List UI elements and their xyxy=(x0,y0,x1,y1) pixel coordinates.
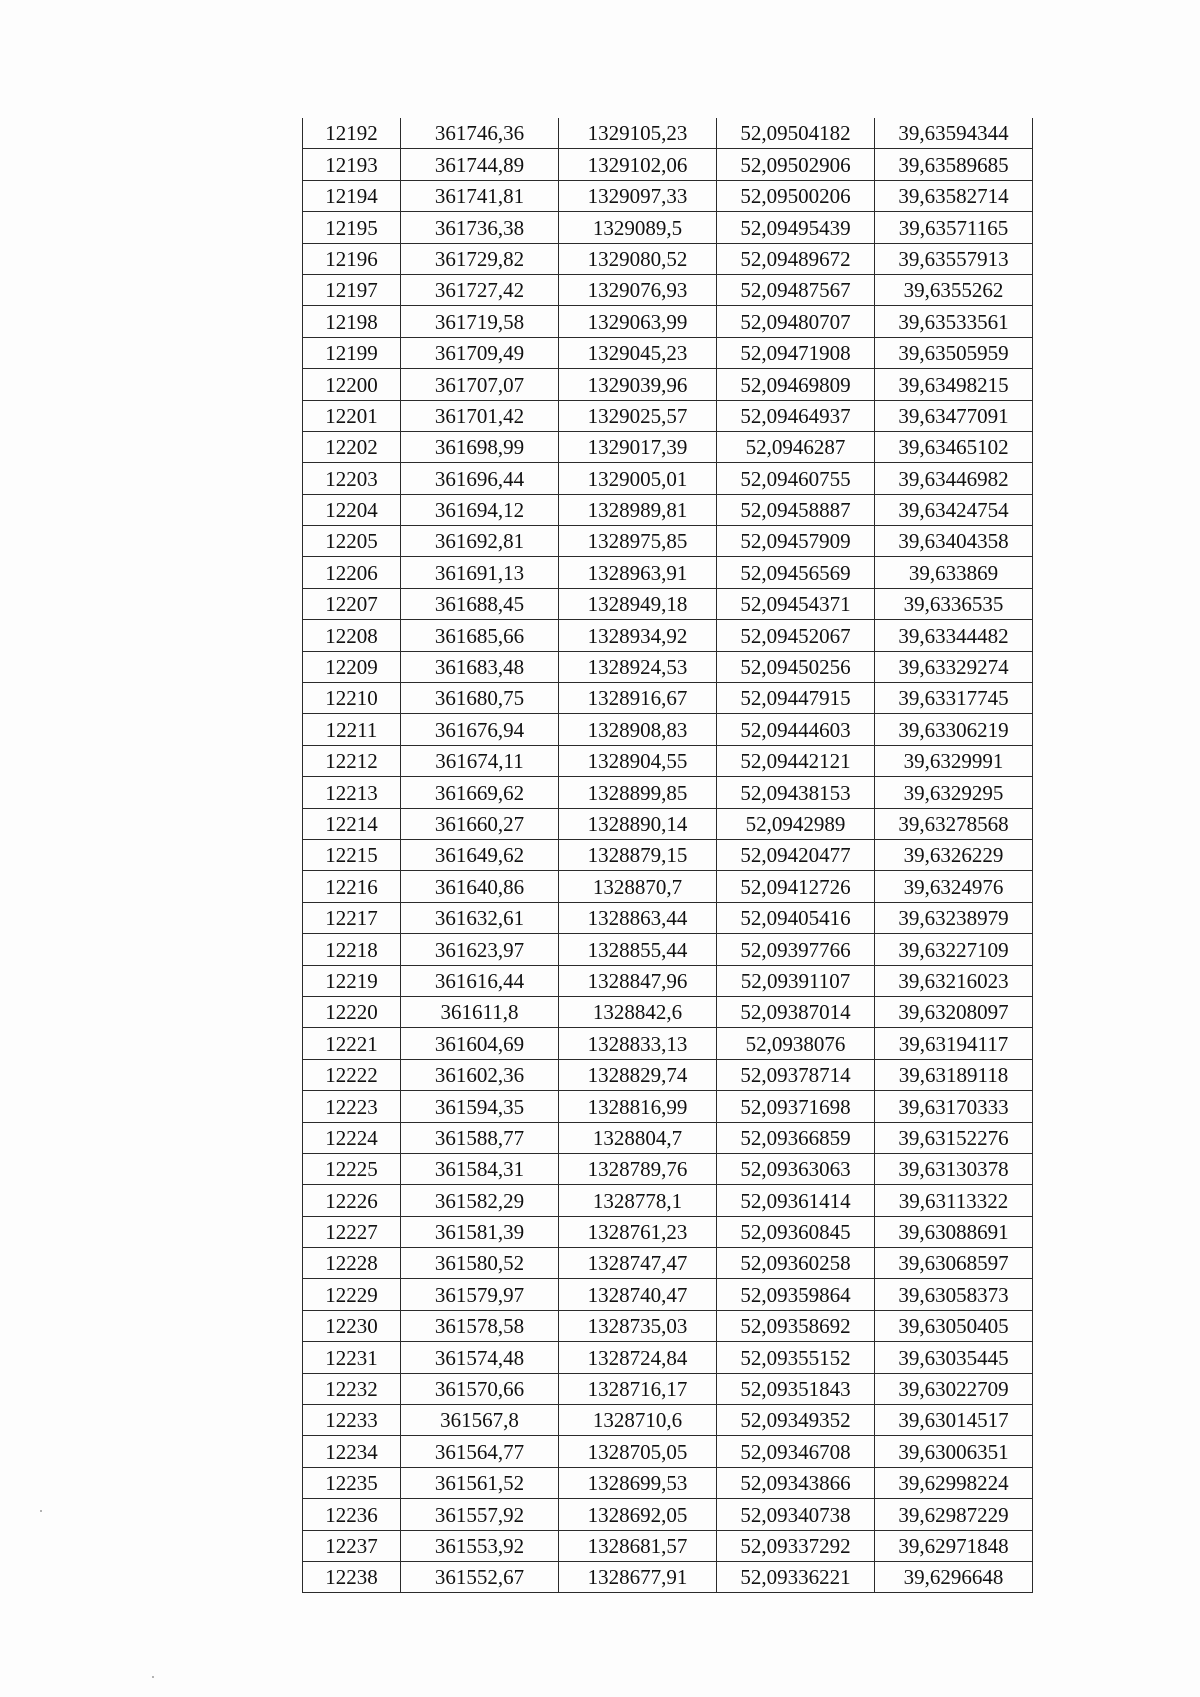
latitude-cell: 52,09447915 xyxy=(717,683,875,714)
longitude-cell: 39,63113322 xyxy=(875,1185,1033,1216)
latitude-cell: 52,0942989 xyxy=(717,808,875,839)
point-number-cell: 12221 xyxy=(303,1028,401,1059)
table-row xyxy=(303,1342,1033,1373)
y-coordinate-cell: 1329089,5 xyxy=(559,212,717,243)
y-coordinate-cell: 1329097,33 xyxy=(559,180,717,211)
longitude-cell: 39,6329295 xyxy=(875,777,1033,808)
table-row xyxy=(303,149,1033,180)
latitude-cell: 52,09460755 xyxy=(717,463,875,494)
x-coordinate-cell: 361680,75 xyxy=(401,683,559,714)
longitude-cell: 39,63216023 xyxy=(875,965,1033,996)
y-coordinate-cell: 1328949,18 xyxy=(559,588,717,619)
y-coordinate-cell: 1329005,01 xyxy=(559,463,717,494)
longitude-cell: 39,63446982 xyxy=(875,463,1033,494)
latitude-cell: 52,0938076 xyxy=(717,1028,875,1059)
longitude-cell: 39,63571165 xyxy=(875,212,1033,243)
table-row xyxy=(303,463,1033,494)
x-coordinate-cell: 361578,58 xyxy=(401,1310,559,1341)
x-coordinate-cell: 361692,81 xyxy=(401,526,559,557)
y-coordinate-cell: 1329063,99 xyxy=(559,306,717,337)
y-coordinate-cell: 1329080,52 xyxy=(559,243,717,274)
y-coordinate-cell: 1328724,84 xyxy=(559,1342,717,1373)
x-coordinate-cell: 361561,52 xyxy=(401,1467,559,1498)
y-coordinate-cell: 1328735,03 xyxy=(559,1310,717,1341)
x-coordinate-cell: 361709,49 xyxy=(401,337,559,368)
y-coordinate-cell: 1328899,85 xyxy=(559,777,717,808)
latitude-cell: 52,09387014 xyxy=(717,996,875,1027)
x-coordinate-cell: 361741,81 xyxy=(401,180,559,211)
point-number-cell: 12195 xyxy=(303,212,401,243)
table-row xyxy=(303,745,1033,776)
latitude-cell: 52,09457909 xyxy=(717,526,875,557)
x-coordinate-cell: 361669,62 xyxy=(401,777,559,808)
table-row xyxy=(303,996,1033,1027)
x-coordinate-cell: 361676,94 xyxy=(401,714,559,745)
point-number-cell: 12217 xyxy=(303,902,401,933)
scan-speck xyxy=(40,1510,42,1512)
y-coordinate-cell: 1329105,23 xyxy=(559,118,717,149)
y-coordinate-cell: 1328842,6 xyxy=(559,996,717,1027)
y-coordinate-cell: 1328833,13 xyxy=(559,1028,717,1059)
table-row xyxy=(303,526,1033,557)
point-number-cell: 12202 xyxy=(303,431,401,462)
latitude-cell: 52,09340738 xyxy=(717,1499,875,1530)
table-row xyxy=(303,902,1033,933)
latitude-cell: 52,09500206 xyxy=(717,180,875,211)
point-number-cell: 12233 xyxy=(303,1405,401,1436)
longitude-cell: 39,6355262 xyxy=(875,274,1033,305)
x-coordinate-cell: 361616,44 xyxy=(401,965,559,996)
longitude-cell: 39,633869 xyxy=(875,557,1033,588)
y-coordinate-cell: 1328716,17 xyxy=(559,1373,717,1404)
y-coordinate-cell: 1328924,53 xyxy=(559,651,717,682)
coordinates-table xyxy=(302,118,1033,1593)
table-row xyxy=(303,1279,1033,1310)
point-number-cell: 12203 xyxy=(303,463,401,494)
longitude-cell: 39,63189118 xyxy=(875,1059,1033,1090)
point-number-cell: 12227 xyxy=(303,1216,401,1247)
x-coordinate-cell: 361567,8 xyxy=(401,1405,559,1436)
x-coordinate-cell: 361557,92 xyxy=(401,1499,559,1530)
latitude-cell: 52,09442121 xyxy=(717,745,875,776)
table-row xyxy=(303,1059,1033,1090)
point-number-cell: 12199 xyxy=(303,337,401,368)
longitude-cell: 39,63006351 xyxy=(875,1436,1033,1467)
y-coordinate-cell: 1328681,57 xyxy=(559,1530,717,1561)
x-coordinate-cell: 361719,58 xyxy=(401,306,559,337)
point-number-cell: 12238 xyxy=(303,1561,401,1592)
x-coordinate-cell: 361683,48 xyxy=(401,651,559,682)
latitude-cell: 52,09351843 xyxy=(717,1373,875,1404)
x-coordinate-cell: 361594,35 xyxy=(401,1091,559,1122)
longitude-cell: 39,63557913 xyxy=(875,243,1033,274)
point-number-cell: 12205 xyxy=(303,526,401,557)
point-number-cell: 12235 xyxy=(303,1467,401,1498)
latitude-cell: 52,09412726 xyxy=(717,871,875,902)
latitude-cell: 52,09438153 xyxy=(717,777,875,808)
longitude-cell: 39,63152276 xyxy=(875,1122,1033,1153)
latitude-cell: 52,09469809 xyxy=(717,369,875,400)
longitude-cell: 39,63329274 xyxy=(875,651,1033,682)
latitude-cell: 52,09391107 xyxy=(717,965,875,996)
longitude-cell: 39,6324976 xyxy=(875,871,1033,902)
table-row xyxy=(303,871,1033,902)
longitude-cell: 39,62971848 xyxy=(875,1530,1033,1561)
table-row xyxy=(303,494,1033,525)
longitude-cell: 39,63404358 xyxy=(875,526,1033,557)
table-row xyxy=(303,212,1033,243)
table-row xyxy=(303,431,1033,462)
longitude-cell: 39,63238979 xyxy=(875,902,1033,933)
point-number-cell: 12223 xyxy=(303,1091,401,1122)
y-coordinate-cell: 1328963,91 xyxy=(559,557,717,588)
y-coordinate-cell: 1328908,83 xyxy=(559,714,717,745)
point-number-cell: 12225 xyxy=(303,1153,401,1184)
y-coordinate-cell: 1328710,6 xyxy=(559,1405,717,1436)
point-number-cell: 12236 xyxy=(303,1499,401,1530)
latitude-cell: 52,09337292 xyxy=(717,1530,875,1561)
point-number-cell: 12192 xyxy=(303,118,401,149)
point-number-cell: 12224 xyxy=(303,1122,401,1153)
longitude-cell: 39,63170333 xyxy=(875,1091,1033,1122)
longitude-cell: 39,63014517 xyxy=(875,1405,1033,1436)
table-row xyxy=(303,683,1033,714)
x-coordinate-cell: 361552,67 xyxy=(401,1561,559,1592)
x-coordinate-cell: 361581,39 xyxy=(401,1216,559,1247)
longitude-cell: 39,63465102 xyxy=(875,431,1033,462)
longitude-cell: 39,63130378 xyxy=(875,1153,1033,1184)
latitude-cell: 52,09454371 xyxy=(717,588,875,619)
y-coordinate-cell: 1328829,74 xyxy=(559,1059,717,1090)
x-coordinate-cell: 361727,42 xyxy=(401,274,559,305)
y-coordinate-cell: 1328705,05 xyxy=(559,1436,717,1467)
point-number-cell: 12213 xyxy=(303,777,401,808)
latitude-cell: 52,09355152 xyxy=(717,1342,875,1373)
point-number-cell: 12206 xyxy=(303,557,401,588)
y-coordinate-cell: 1329076,93 xyxy=(559,274,717,305)
table-row xyxy=(303,274,1033,305)
table-row xyxy=(303,1436,1033,1467)
x-coordinate-cell: 361564,77 xyxy=(401,1436,559,1467)
longitude-cell: 39,63306219 xyxy=(875,714,1033,745)
x-coordinate-cell: 361640,86 xyxy=(401,871,559,902)
table-row xyxy=(303,1216,1033,1247)
point-number-cell: 12215 xyxy=(303,839,401,870)
y-coordinate-cell: 1329102,06 xyxy=(559,149,717,180)
longitude-cell: 39,63498215 xyxy=(875,369,1033,400)
x-coordinate-cell: 361744,89 xyxy=(401,149,559,180)
x-coordinate-cell: 361579,97 xyxy=(401,1279,559,1310)
longitude-cell: 39,63505959 xyxy=(875,337,1033,368)
point-number-cell: 12234 xyxy=(303,1436,401,1467)
y-coordinate-cell: 1328789,76 xyxy=(559,1153,717,1184)
latitude-cell: 52,09444603 xyxy=(717,714,875,745)
table-row xyxy=(303,1153,1033,1184)
x-coordinate-cell: 361736,38 xyxy=(401,212,559,243)
point-number-cell: 12200 xyxy=(303,369,401,400)
y-coordinate-cell: 1328847,96 xyxy=(559,965,717,996)
y-coordinate-cell: 1329039,96 xyxy=(559,369,717,400)
x-coordinate-cell: 361660,27 xyxy=(401,808,559,839)
y-coordinate-cell: 1328804,7 xyxy=(559,1122,717,1153)
point-number-cell: 12211 xyxy=(303,714,401,745)
table-row xyxy=(303,934,1033,965)
longitude-cell: 39,63058373 xyxy=(875,1279,1033,1310)
y-coordinate-cell: 1328934,92 xyxy=(559,620,717,651)
table-row xyxy=(303,1091,1033,1122)
y-coordinate-cell: 1328740,47 xyxy=(559,1279,717,1310)
x-coordinate-cell: 361580,52 xyxy=(401,1248,559,1279)
latitude-cell: 52,09397766 xyxy=(717,934,875,965)
table-row xyxy=(303,808,1033,839)
longitude-cell: 39,6326229 xyxy=(875,839,1033,870)
y-coordinate-cell: 1329025,57 xyxy=(559,400,717,431)
latitude-cell: 52,09464937 xyxy=(717,400,875,431)
x-coordinate-cell: 361582,29 xyxy=(401,1185,559,1216)
latitude-cell: 52,09458887 xyxy=(717,494,875,525)
point-number-cell: 12193 xyxy=(303,149,401,180)
x-coordinate-cell: 361696,44 xyxy=(401,463,559,494)
x-coordinate-cell: 361649,62 xyxy=(401,839,559,870)
table-row xyxy=(303,1405,1033,1436)
point-number-cell: 12197 xyxy=(303,274,401,305)
table-row xyxy=(303,839,1033,870)
longitude-cell: 39,63582714 xyxy=(875,180,1033,211)
point-number-cell: 12207 xyxy=(303,588,401,619)
latitude-cell: 52,09343866 xyxy=(717,1467,875,1498)
table-row xyxy=(303,1467,1033,1498)
table-row xyxy=(303,620,1033,651)
table-row xyxy=(303,1561,1033,1592)
point-number-cell: 12218 xyxy=(303,934,401,965)
y-coordinate-cell: 1328890,14 xyxy=(559,808,717,839)
y-coordinate-cell: 1328692,05 xyxy=(559,1499,717,1530)
longitude-cell: 39,6336535 xyxy=(875,588,1033,619)
table-row xyxy=(303,243,1033,274)
latitude-cell: 52,09363063 xyxy=(717,1153,875,1184)
longitude-cell: 39,63594344 xyxy=(875,118,1033,149)
y-coordinate-cell: 1328855,44 xyxy=(559,934,717,965)
table-row xyxy=(303,180,1033,211)
table-row xyxy=(303,337,1033,368)
x-coordinate-cell: 361588,77 xyxy=(401,1122,559,1153)
y-coordinate-cell: 1328778,1 xyxy=(559,1185,717,1216)
x-coordinate-cell: 361604,69 xyxy=(401,1028,559,1059)
point-number-cell: 12194 xyxy=(303,180,401,211)
x-coordinate-cell: 361698,99 xyxy=(401,431,559,462)
latitude-cell: 52,09502906 xyxy=(717,149,875,180)
y-coordinate-cell: 1328816,99 xyxy=(559,1091,717,1122)
y-coordinate-cell: 1328699,53 xyxy=(559,1467,717,1498)
latitude-cell: 52,09358692 xyxy=(717,1310,875,1341)
table-row xyxy=(303,1310,1033,1341)
point-number-cell: 12219 xyxy=(303,965,401,996)
latitude-cell: 52,09336221 xyxy=(717,1561,875,1592)
point-number-cell: 12214 xyxy=(303,808,401,839)
point-number-cell: 12231 xyxy=(303,1342,401,1373)
point-number-cell: 12216 xyxy=(303,871,401,902)
point-number-cell: 12232 xyxy=(303,1373,401,1404)
point-number-cell: 12201 xyxy=(303,400,401,431)
latitude-cell: 52,09371698 xyxy=(717,1091,875,1122)
latitude-cell: 52,09359864 xyxy=(717,1279,875,1310)
point-number-cell: 12208 xyxy=(303,620,401,651)
table-row xyxy=(303,118,1033,149)
table-row xyxy=(303,1248,1033,1279)
scan-speck xyxy=(152,1676,154,1678)
x-coordinate-cell: 361623,97 xyxy=(401,934,559,965)
x-coordinate-cell: 361574,48 xyxy=(401,1342,559,1373)
point-number-cell: 12212 xyxy=(303,745,401,776)
x-coordinate-cell: 361611,8 xyxy=(401,996,559,1027)
point-number-cell: 12204 xyxy=(303,494,401,525)
longitude-cell: 39,63022709 xyxy=(875,1373,1033,1404)
y-coordinate-cell: 1328677,91 xyxy=(559,1561,717,1592)
y-coordinate-cell: 1329045,23 xyxy=(559,337,717,368)
table-row xyxy=(303,306,1033,337)
x-coordinate-cell: 361688,45 xyxy=(401,588,559,619)
point-number-cell: 12220 xyxy=(303,996,401,1027)
y-coordinate-cell: 1328975,85 xyxy=(559,526,717,557)
x-coordinate-cell: 361685,66 xyxy=(401,620,559,651)
y-coordinate-cell: 1328916,67 xyxy=(559,683,717,714)
longitude-cell: 39,63035445 xyxy=(875,1342,1033,1373)
y-coordinate-cell: 1328904,55 xyxy=(559,745,717,776)
x-coordinate-cell: 361691,13 xyxy=(401,557,559,588)
latitude-cell: 52,09450256 xyxy=(717,651,875,682)
latitude-cell: 52,09420477 xyxy=(717,839,875,870)
table-row xyxy=(303,651,1033,682)
table-row xyxy=(303,369,1033,400)
longitude-cell: 39,62987229 xyxy=(875,1499,1033,1530)
longitude-cell: 39,63477091 xyxy=(875,400,1033,431)
latitude-cell: 52,09504182 xyxy=(717,118,875,149)
longitude-cell: 39,63050405 xyxy=(875,1310,1033,1341)
latitude-cell: 52,09480707 xyxy=(717,306,875,337)
latitude-cell: 52,09456569 xyxy=(717,557,875,588)
y-coordinate-cell: 1328879,15 xyxy=(559,839,717,870)
longitude-cell: 39,63533561 xyxy=(875,306,1033,337)
point-number-cell: 12209 xyxy=(303,651,401,682)
latitude-cell: 52,0946287 xyxy=(717,431,875,462)
longitude-cell: 39,63278568 xyxy=(875,808,1033,839)
x-coordinate-cell: 361729,82 xyxy=(401,243,559,274)
latitude-cell: 52,09405416 xyxy=(717,902,875,933)
latitude-cell: 52,09361414 xyxy=(717,1185,875,1216)
table-row xyxy=(303,714,1033,745)
latitude-cell: 52,09346708 xyxy=(717,1436,875,1467)
longitude-cell: 39,63424754 xyxy=(875,494,1033,525)
point-number-cell: 12228 xyxy=(303,1248,401,1279)
latitude-cell: 52,09360845 xyxy=(717,1216,875,1247)
point-number-cell: 12230 xyxy=(303,1310,401,1341)
latitude-cell: 52,09452067 xyxy=(717,620,875,651)
longitude-cell: 39,63068597 xyxy=(875,1248,1033,1279)
latitude-cell: 52,09489672 xyxy=(717,243,875,274)
longitude-cell: 39,6296648 xyxy=(875,1561,1033,1592)
table-row xyxy=(303,1028,1033,1059)
y-coordinate-cell: 1328989,81 xyxy=(559,494,717,525)
latitude-cell: 52,09471908 xyxy=(717,337,875,368)
x-coordinate-cell: 361632,61 xyxy=(401,902,559,933)
longitude-cell: 39,62998224 xyxy=(875,1467,1033,1498)
x-coordinate-cell: 361674,11 xyxy=(401,745,559,776)
longitude-cell: 39,63344482 xyxy=(875,620,1033,651)
x-coordinate-cell: 361694,12 xyxy=(401,494,559,525)
x-coordinate-cell: 361553,92 xyxy=(401,1530,559,1561)
y-coordinate-cell: 1328863,44 xyxy=(559,902,717,933)
y-coordinate-cell: 1329017,39 xyxy=(559,431,717,462)
y-coordinate-cell: 1328870,7 xyxy=(559,871,717,902)
x-coordinate-cell: 361701,42 xyxy=(401,400,559,431)
longitude-cell: 39,63227109 xyxy=(875,934,1033,965)
table-row xyxy=(303,400,1033,431)
longitude-cell: 39,6329991 xyxy=(875,745,1033,776)
latitude-cell: 52,09360258 xyxy=(717,1248,875,1279)
longitude-cell: 39,63589685 xyxy=(875,149,1033,180)
y-coordinate-cell: 1328761,23 xyxy=(559,1216,717,1247)
latitude-cell: 52,09349352 xyxy=(717,1405,875,1436)
x-coordinate-cell: 361584,31 xyxy=(401,1153,559,1184)
table-row xyxy=(303,1530,1033,1561)
longitude-cell: 39,63208097 xyxy=(875,996,1033,1027)
longitude-cell: 39,63317745 xyxy=(875,683,1033,714)
y-coordinate-cell: 1328747,47 xyxy=(559,1248,717,1279)
point-number-cell: 12229 xyxy=(303,1279,401,1310)
latitude-cell: 52,09366859 xyxy=(717,1122,875,1153)
point-number-cell: 12210 xyxy=(303,683,401,714)
latitude-cell: 52,09378714 xyxy=(717,1059,875,1090)
table-row xyxy=(303,1373,1033,1404)
point-number-cell: 12222 xyxy=(303,1059,401,1090)
table-row xyxy=(303,1499,1033,1530)
latitude-cell: 52,09495439 xyxy=(717,212,875,243)
table-row xyxy=(303,965,1033,996)
table-row xyxy=(303,777,1033,808)
point-number-cell: 12237 xyxy=(303,1530,401,1561)
x-coordinate-cell: 361746,36 xyxy=(401,118,559,149)
table-row xyxy=(303,557,1033,588)
point-number-cell: 12226 xyxy=(303,1185,401,1216)
table-row xyxy=(303,1122,1033,1153)
table-row xyxy=(303,1185,1033,1216)
coordinates-table-body xyxy=(303,118,1033,1593)
x-coordinate-cell: 361602,36 xyxy=(401,1059,559,1090)
latitude-cell: 52,09487567 xyxy=(717,274,875,305)
x-coordinate-cell: 361570,66 xyxy=(401,1373,559,1404)
x-coordinate-cell: 361707,07 xyxy=(401,369,559,400)
point-number-cell: 12196 xyxy=(303,243,401,274)
longitude-cell: 39,63194117 xyxy=(875,1028,1033,1059)
point-number-cell: 12198 xyxy=(303,306,401,337)
table-row xyxy=(303,588,1033,619)
longitude-cell: 39,63088691 xyxy=(875,1216,1033,1247)
